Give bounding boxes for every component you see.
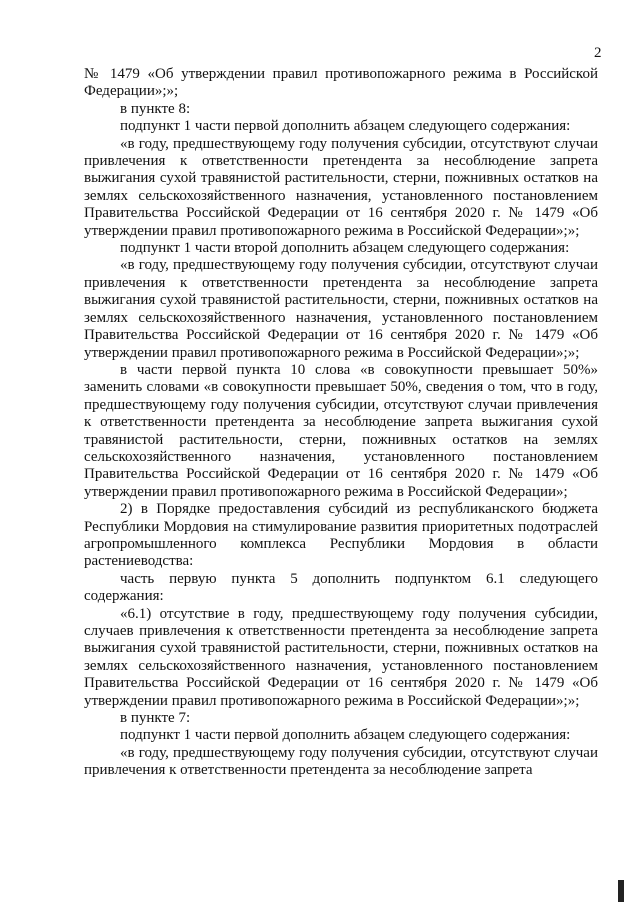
page-number: 2: [594, 45, 602, 61]
paragraph: в части первой пункта 10 слова «в совокупности превышает 50%» заменить словами «в совокупности превышает 50%, сведения о том, что в году, предшествующему году получения субсидии, отсутствуют случаи привлечения к ответственности претендента за несоблюдение запрета выжигания сухой травянистой растительности, стерни, пожнивных остатков на землях сельскохозяйственного назначения, установленного постановлением Правительства Российской Федерации от 16 сентября 2020 г. № 1479 «Об утверждении правил противопожарного режима в Российской Федерации»;: [84, 361, 598, 500]
paragraph: в пункте 8:: [120, 100, 191, 117]
paragraph: «в году, предшествующему году получения субсидии, отсутствуют случаи привлечения к ответственности претендента за несоблюдение запрета выжигания сухой травянистой растительности, стерни, пожнивных остатков на землях сельскохозяйственного назначения, установленного постановлением Правительства Российской Федерации от 16 сентября 2020 г. № 1479 «Об утверждении правил противопожарного режима в Российской Федерации»;»;: [84, 135, 598, 239]
paragraph: «в году, предшествующему году получения субсидии, отсутствуют случаи привлечения к ответственности претендента за несоблюдение запрета: [84, 744, 598, 779]
paragraph: подпункт 1 части первой дополнить абзацем следующего содержания:: [120, 727, 571, 744]
paragraph: «6.1) отсутствие в году, предшествующему году получения субсидии, случаев привлечения к ответственности претендента за несоблюдение запрета выжигания сухой травянистой растительности, стерни, пожнивных остатков на землях сельскохозяйственного назначения, установленного постановлением Правительства Российской Федерации от 16 сентября 2020 г. № 1479 «Об утверждении правил противопожарного режима в Российской Федерации»;»;: [84, 605, 598, 709]
paragraph: № 1479 «Об утверждении правил противопожарного режима в Российской Федерации»;»;: [84, 66, 598, 100]
paragraph: часть первую пункта 5 дополнить подпунктом 6.1 следующего содержания:: [84, 570, 598, 605]
paragraph: «в году, предшествующему году получения субсидии, отсутствуют случаи привлечения к ответственности претендента за несоблюдение запрета выжигания сухой травянистой растительности, стерни, пожнивных остатков на землях сельскохозяйственного назначения, установленного постановлением Правительства Российской Федерации от 16 сентября 2020 г. № 1479 «Об утверждении правил противопожарного режима в Российской Федерации»;»;: [84, 257, 598, 361]
paragraph: в пункте 7:: [120, 710, 191, 727]
document-body: [84, 66, 598, 780]
paragraph: подпункт 1 части первой дополнить абзацем следующего содержания:: [120, 118, 571, 135]
scan-mark: [618, 880, 624, 902]
paragraph: подпункт 1 части второй дополнить абзацем следующего содержания:: [120, 240, 570, 257]
paragraph: 2) в Порядке предоставления субсидий из республиканского бюджета Республики Мордовия на стимулирование развития приоритетных подотраслей агропромышленного комплекса Республики Мордовия в области растениеводства:: [84, 501, 598, 570]
